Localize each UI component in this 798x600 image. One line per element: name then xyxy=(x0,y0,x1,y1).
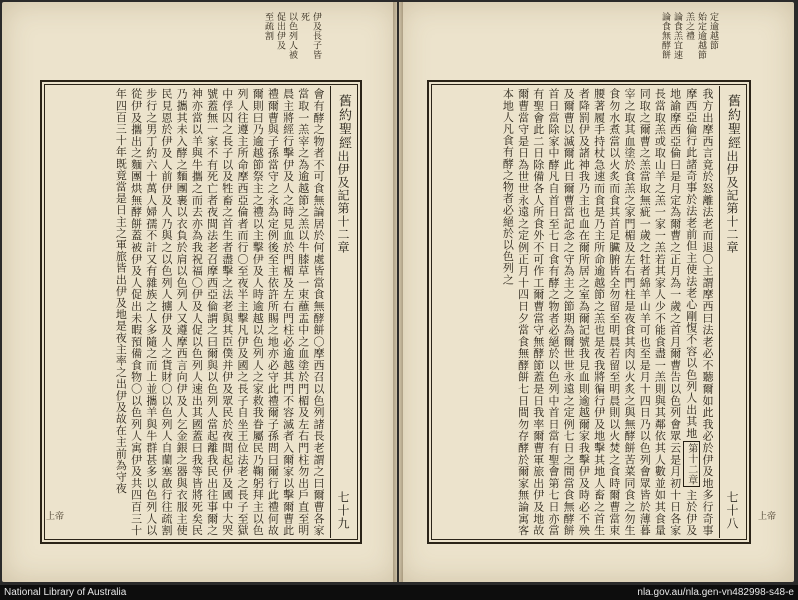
margin-note: 死 xyxy=(299,12,309,22)
left-body-text: 會有酵之物者不可食無論居於何處皆當食無酵餅〇摩西召以色列諸長老謂之曰爾曹各家當取一羔宰之為逾越節之羔以牛膝草一束蘸盂中之血塗於門楣及左右門柱勿出戶直至明晨主將經行擊伊及人之時見血於門楣及左右門柱必逾越其門不容滅者入爾家以擊爾曹此禮爾曹與子孫當守之永為定例後至主依許所賜之地亦必守此禮爾子孫問曰爾行此禮何故爾則曰乃逾越節祭主之禮以主擊伊及人時逾越以色列人之家救我眷屬民乃鞠躬拜主以色列人往遵主所命摩西亞倫者而行〇至夜半主擊凡伊及國之長子自坐王位法老之長子至獄中俘囚之長子以及牲畜之首生者盡擊之法老與其臣僕并伊及眾民於夜間起伊及國中大哭號蓋無一家不有死亡者夜間法老召摩西亞倫謂之曰爾與以色列人當起離我民出往事爾之神亦當以羊與牛攜之而去亦為我祝福〇伊及人促以色列人速出其國蓋曰我等皆將死矣民乃攜其未入酵之麵團裹以衣負於肩以色列人又遵摩西言向伊及人乞金銀之器與衣服主使民見恩於伊及人前伊及人乃與之以色列人擄伊及人之貨財〇以色列人自蘭塞啟行往疏割步行之男丁約六十萬人婦孺不計又有雜族之人多隨之而上並攜羊與牛群甚多以色列人以從伊及攜出之麵團烘無酵餅蓋被伊及人促出未暇預備食物〇以色列人寓伊及共四百三十年四百三十年既竟當是日主之軍旅皆出伊及地是夜主率之出伊及故在主前為守夜 xyxy=(114,88,325,536)
right-page xyxy=(399,2,794,582)
right-text-frame xyxy=(427,80,751,544)
left-page xyxy=(2,2,397,582)
right-page-mark: 上帝 xyxy=(757,512,776,522)
left-running-header xyxy=(330,86,356,538)
body-paragraph: 主於伊及地諭摩西亞倫曰是月定為爾曹之正月為一歲之首月爾曹告以色列會眾云是月初十日各家長當取羔或取山羊之羔一家一羔若其家人少不能食盡一羔則與其鄰依其人數並如其食量同取之爾曹之羔當取無疵一歲之牡者綿羊山羊可也至是月十四日乃以色列會眾皆於薄暮宰之取其血塗於食羔之家門楣及左右門柱是夜食其肉以火炙之與無酵餅苦菜同食之勿生食勿水煮當以火炙而食其首足臟腑皆全勿留至明晨若留至明晨則以火焚之食時爾曹當束腰著履手持杖急速而食是乃主所命逾越節之羔也是夜我將徧行伊及地擊其地人畜之首生者降罰伊及諸神我乃主也血在爾所居之室為爾記號我見血則逾越爾家我擊伊及時必不殃及爾曹以滅爾此日爾曹當記念之守為主之節期為爾世世永遠之定例七日之間當食無酵餅首日當除家中酵凡自首日至七日食有酵之物者必絕於以色列中首日當有聖會第七日亦當有聖會此二日除備各人所食外不可作工爾曹當守無酵節蓋是日我率爾曹軍旅出伊及地故爾曹當守是日為世世永遠之定例正月十四日夕當食無酵餅七日間勿存酵於爾家無論寓客本地人凡食有酵之物者必絕於以色列之 xyxy=(501,88,698,536)
right-body-text xyxy=(435,88,715,536)
chapter-marker: 第十二章 xyxy=(683,441,700,487)
margin-note: 促出伊及 xyxy=(275,12,285,50)
header-book: 出伊及記 xyxy=(725,150,739,202)
margin-note: 至疏割 xyxy=(263,12,273,41)
right-margin-notes xyxy=(599,12,719,82)
left-margin-notes xyxy=(122,12,322,82)
footer-bar xyxy=(0,585,798,600)
header-title: 舊約聖經 xyxy=(725,94,740,150)
margin-note: 定逾越節 xyxy=(708,12,718,50)
margin-note: 羔之禮 xyxy=(684,12,694,41)
margin-note: 以色列人被 xyxy=(287,12,297,60)
margin-note: 論食羔宜速 xyxy=(672,12,682,60)
footer-identifier: nla.gov.au/nla.gen-vn482998-s48-e xyxy=(637,587,794,598)
page-number: 七十八 xyxy=(725,491,739,530)
margin-note: 論食無酵餅 xyxy=(660,12,670,60)
header-chapter: 第十二章 xyxy=(725,202,739,254)
body-paragraph: 我方出摩西言竟於怒離法老而退〇主謂摩西曰法老必不聽爾如此我必於伊及地多行奇事摩西亞倫行此諸奇事於法老前但主使法老心剛愎不容以色列人出其地 xyxy=(684,88,714,536)
left-page-mark: 上帝 xyxy=(46,512,65,522)
page-number: 七十九 xyxy=(336,491,350,530)
right-running-header xyxy=(719,86,745,538)
header-book: 出伊及記 xyxy=(336,150,350,202)
book-gutter xyxy=(393,2,403,582)
margin-note: 伊及長子皆 xyxy=(311,12,321,60)
header-title: 舊約聖經 xyxy=(336,94,351,150)
footer-library: National Library of Australia xyxy=(4,587,127,598)
margin-note: 始定逾越節 xyxy=(696,12,706,60)
left-text-frame xyxy=(40,80,362,544)
header-chapter: 第十二章 xyxy=(336,202,350,254)
